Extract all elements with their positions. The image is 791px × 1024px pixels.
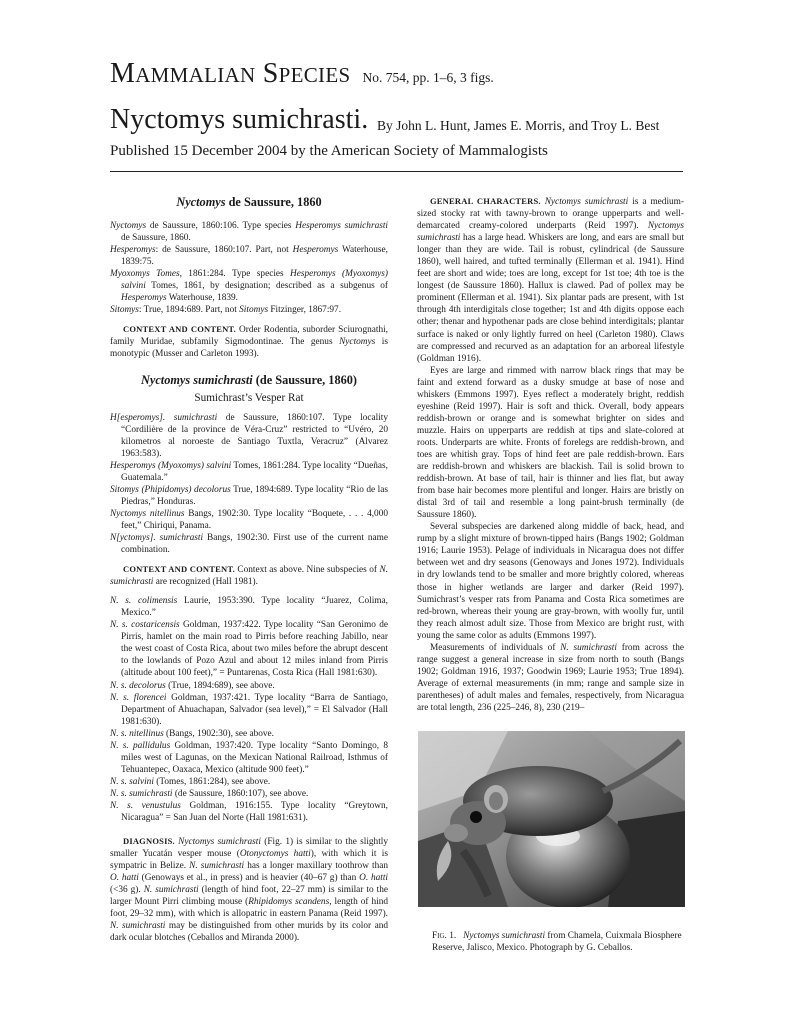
vesper-rat-photo (418, 731, 685, 907)
subspecies-entry: N. s. pallidulus Goldman, 1937:420. Type locality “Santo Domingo, 8 miles west of Lagunas, on the Mexican National Railroad, Isthmus of Tehuantepec, Oaxaca, Mexico (altitude 900 feet).” (110, 740, 388, 775)
common-name: Sumichrast’s Vesper Rat (194, 391, 304, 404)
subspecies-entry: N. s. colimensis Laurie, 1953:390. Type locality “Juarez, Colima, Mexico.” (110, 596, 388, 619)
subspecies-entry: N. s. florencei Goldman, 1937:421. Type locality “Barra de Santiago, Department of Ahuachapan, Salvador (sea level),” = El Salvador (Hall 1981:630). (110, 692, 388, 727)
subspecies-entry: N. s. sumichrasti (de Saussure, 1860:107), see above. (110, 788, 309, 799)
right-column (417, 195, 684, 714)
issue-info: No. 754, pp. 1–6, 3 figs. (362, 70, 494, 85)
species-synonym: Sitomys (Phipidomys) decolorus True, 1894:689. Type locality “Rio de las Piedras,” Honduras. (110, 484, 388, 507)
genus-synonym: Nyctomys de Saussure, 1860:106. Type species Hesperomys sumichrasti de Saussure, 1860. (110, 221, 388, 244)
left-column (110, 195, 388, 944)
species-synonym: Hesperomys (Myoxomys) salvini Tomes, 1861:284. Type locality “Dueñas, Guatemala.” (110, 460, 388, 483)
species-title: Nyctomys sumichrasti. (110, 104, 369, 135)
species-synonym: H[esperomys]. sumichrasti de Saussure, 1860:107. Type locality “Cordilière de la province de Véra-Cruz” restricted to “Uvéro, 20 kilometros al noroeste de Santiago Tuxtla, Veracruz” (Alvarez 1963:583). (110, 412, 389, 459)
subspecies-variation-paragraph: Several subspecies are darkened along middle of back, head, and rump by a slight mixture of brown-tipped hairs (Bangs 1902; Goldman 1916; Laurie 1953). Pelage of individuals in Nicaragua does not differ between wet and dry seasons (Genoways and Jones 1972). Individuals in dry lowlands tend to be smaller and more brightly colored, whereas those in higher wetlands are larger and darker (Reid 1997). Sumichrast’s vesper rats from Panama and Costa Rica sometimes are red-brown, whereas their young are gray-brown, with woolly fur, until they reach almost adult size. Those from Mexico are bright rust, with young the same color as adults (Emmons 1997). (417, 522, 684, 641)
subspecies-entry: N. s. nitellinus (Bangs, 1902:30), see above. (110, 728, 274, 739)
genus-synonym: Sitomys: True, 1894:689. Part, not Sitomys Fitzinger, 1867:97. (110, 305, 342, 316)
figure-caption: Fig. 1. Nyctomys sumichrasti from Chamela, Cuixmala Biosphere Reserve, Jalisco, Mexico. Photograph by G. Ceballos. (432, 931, 682, 954)
general-characters-paragraph: GENERAL CHARACTERS. Nyctomys sumichrasti is a medium-sized stocky rat with tawny-brown to orange upperparts and well-demarcated creamy-colored underparts (Reid 1997). Nyctomys sumichrasti has a large head. Whiskers are long, and ears are small but longer than they are wide. Tail is robust, cylindrical (de Saussure 1860), well haired, and tufted terminally (Ellerman et al. 1941). Hind feet are short and wide; toes are long, except for 1st toe; 4th toe is the longest (de Saussure 1860). Hallux is clawed. Pad of pollex may be prominent (Ellerman et al. 1941). Six plantar pads are present, with 1st through 4th interdigitals close together; 1st and 4th digits oppose each other; thenar and hypothenar pads are close behind interdigitals; plantar surface is naked or only lightly furred on heel (Carleton 1980). Claws are compressed and recurved as an adaptation for an arboreal lifestyle (Goldman 1916). (417, 196, 685, 364)
genus-synonym: Myoxomys Tomes, 1861:284. Type species Hesperomys (Myoxomys) salvini Tomes, 1861, by designation; described as a subgenus of Hesperomys Waterhouse, 1839. (110, 269, 388, 304)
genus-heading: Nyctomys de Saussure, 1860 (176, 195, 322, 209)
genus-synonym: Hesperomys: de Saussure, 1860:107. Part, not Hesperomys Waterhouse, 1839:75. (110, 245, 388, 268)
subspecies-entry: N. s. salvini (Tomes, 1861:284), see above. (110, 776, 271, 787)
subspecies-entry: N. s. venustulus Goldman, 1916:155. Type locality “Greytown, Nicaragua” = San Juan del Norte (Hall 1981:631). (110, 800, 388, 824)
genus-context-paragraph: CONTEXT AND CONTENT. Order Rodentia, suborder Sciurognathi, family Muridae, subfamily Sigmodontinae. The genus Nyctomys is monotypic (Musser and Carleton 1993). (110, 324, 389, 360)
species-synonym: Nyctomys nitellinus Bangs, 1902:30. Type locality “Boquete, . . . 4,000 feet,” Chiriqui, Panama. (110, 508, 388, 531)
header-rule (110, 171, 683, 172)
species-heading: Nyctomys sumichrasti (de Saussure, 1860) (140, 372, 357, 387)
diagnosis-paragraph: DIAGNOSIS. Nyctomys sumichrasti (Fig. 1) is similar to the slightly smaller Yucatán vesper mouse (Otonyctomys hatti), with which it is sympatric in Belize. N. sumichrasti has a longer maxillary toothrow than O. hatti (Genoways et al., in press) and is heavier (40–67 g) than O. hatti (<36 g). N. sumichrasti (length of hind foot, 22–27 mm) is similar to the larger Mount Pirri climbing mouse (Rhipidomys scandens, length of hind foot, 29–32 mm), with which is allopatric in eastern Panama (Reid 1997). N. sumichrasti may be distinguished from other murids by its color and dark ocular blotches (Ceballos and Miranda 2000). (110, 836, 389, 944)
species-context-paragraph: CONTEXT AND CONTENT. Context as above. Nine subspecies of N. sumichrasti are recognized (Hall 1981). (110, 564, 388, 588)
subspecies-entry: N. s. decolorus (True, 1894:689), see above. (110, 680, 275, 691)
journal-name: MAMMALIAN SPECIES (110, 58, 351, 89)
journal-title (110, 58, 494, 90)
species-synonym: N[yctomys]. sumichrasti Bangs, 1902:30. First use of the current name combination. (110, 532, 388, 556)
eyes-pelage-paragraph: Eyes are large and rimmed with narrow black rings that may be faint and extend forward as a dusky smudge at base of nose and whiskers (Emmons 1997). Eyes reflect a moderately bright, reddish eyeshine (Reid 1997). Hair is soft and thick. Overall, body appears reddish-brown or orange and is somewhat brighter on sides and muzzle. Hairs on upperparts are reddish at tips and slate-colored at roots. Underparts are white. Fronts of forelegs are reddish-brown, and toes are whitish gray. Tops of hind feet are pale reddish-brown. Ears are reddish-brown and whiskers are blackish. Tail is solid brown to reddish-brown. At base of tail, hair is thinner and lies flat, but away from base hair becomes more plentiful and longer. Hairs are bristly on distal 3rd of tail and resemble a long paint-brush terminally (de Saussure 1860). (417, 365, 684, 521)
subspecies-entry: N. s. costaricensis Goldman, 1937:422. Type locality “San Geronimo de Pirris, hamlet on the main road to Pirris before reaching Jabillo, near the west coast of Costa Rica, about two miles before the abrupt descent to the lowlands of Pozo Azul and about 12 miles inland from Pirris (altitude about 100 feet),” = Puntarenas, Costa Rica (Hall 1981:630). (110, 620, 388, 679)
authors: By John L. Hunt, James E. Morris, and Troy L. Best (377, 118, 660, 133)
publication-line: Published 15 December 2004 by the American Society of Mammalogists (110, 143, 548, 159)
measurements-paragraph: Measurements of individuals of N. sumichrasti from across the range suggest a general increase in size from north to south (Bangs 1902; Goldman 1916, 1937; Goodwin 1969; Laurie 1953; True 1894). Average of external measurements (in mm; range and sample size in parentheses) of adult males and females, respectively, from Nicaragua are total length, 236 (225–246, 8), 230 (219– (417, 642, 684, 713)
figure-photo (418, 731, 685, 907)
